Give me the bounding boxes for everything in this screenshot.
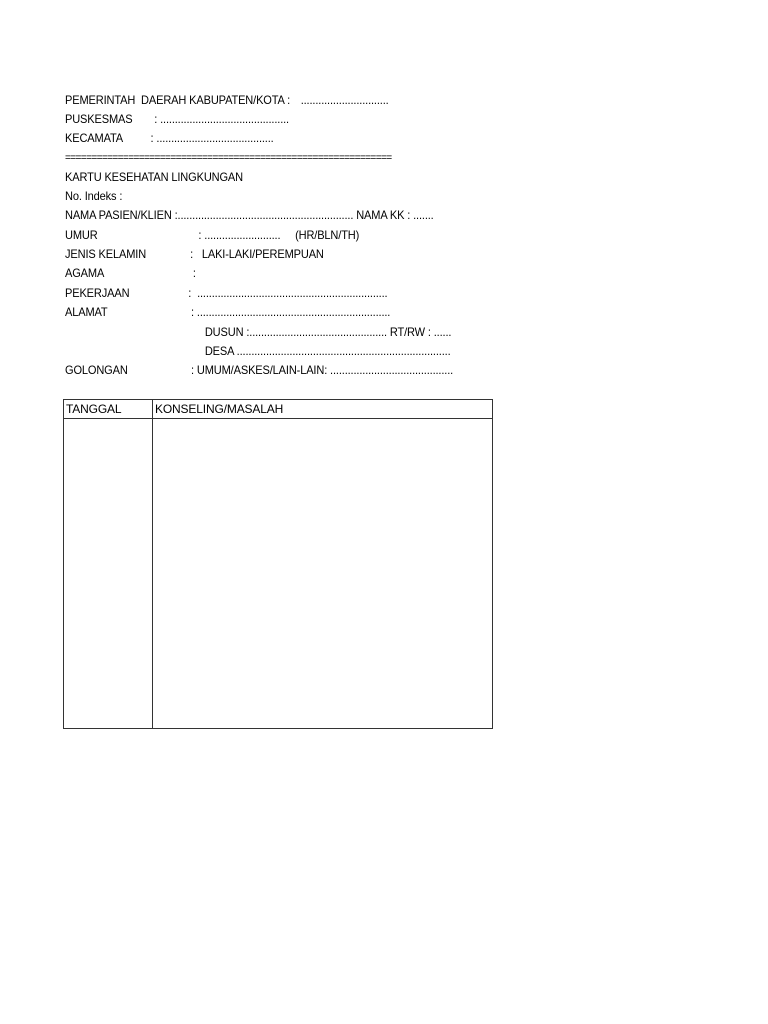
table-header-row [64, 400, 493, 419]
konseling-cell[interactable] [153, 419, 493, 729]
tanggal-header: TANGGAL [64, 400, 153, 419]
umur-label: UMUR [65, 228, 98, 242]
separator: ============================================================== [65, 152, 392, 164]
agama-label: AGAMA [65, 266, 105, 280]
desa-field: DESA ......................................................................... [204, 344, 451, 358]
pekerjaan-label: PEKERJAAN [65, 286, 130, 300]
jenis-kelamin-value: : LAKI-LAKI/PEREMPUAN [190, 247, 324, 261]
nama-pasien-field: NAMA PASIEN/KLIEN :............................................................ NAMA KK : ....... [65, 208, 434, 222]
konseling-table [63, 399, 493, 729]
pemerintah-label: PEMERINTAH DAERAH KABUPATEN/KOTA : [65, 93, 291, 107]
pemerintah-value: .............................. [297, 93, 389, 107]
kecamata-value: : ........................................ [150, 131, 274, 145]
puskesmas-label: PUSKESMAS [65, 112, 133, 126]
tanggal-cell[interactable] [64, 419, 153, 729]
kecamata-label: KECAMATA [65, 131, 123, 145]
puskesmas-value: : ............................................ [154, 112, 289, 126]
form-title-text: KARTU KESEHATAN LINGKUNGAN [65, 170, 244, 184]
agama-value: : [192, 266, 196, 280]
umur-value: : .......................... (HR/BLN/TH) [198, 228, 360, 242]
table-row [64, 419, 493, 729]
pekerjaan-value: : ................................................................. [188, 286, 388, 300]
golongan-label: GOLONGAN [65, 363, 128, 377]
dusun-field: DUSUN :............................................... RT/RW : ...... [204, 325, 452, 339]
konseling-header: KONSELING/MASALAH [153, 400, 493, 419]
jenis-kelamin-label: JENIS KELAMIN [65, 247, 147, 261]
golongan-value: : UMUM/ASKES/LAIN-LAIN: .......................................... [191, 363, 454, 377]
alamat-value: : .................................................................. [191, 305, 391, 319]
alamat-label: ALAMAT [65, 305, 108, 319]
no-indeks-label: No. Indeks : [65, 189, 123, 203]
